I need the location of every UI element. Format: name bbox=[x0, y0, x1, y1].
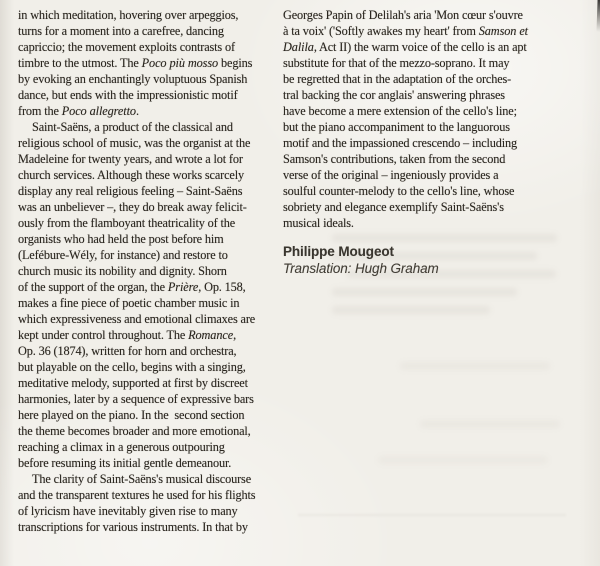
text-line: reaching a climax in a generous outpouring bbox=[18, 440, 225, 454]
text-line: and the transparent textures he used for his flights bbox=[18, 488, 256, 502]
text-line: timbre to the utmost. The Poco più mosso begins bbox=[18, 56, 253, 70]
text-line: of the support of the organ, the Prière, Op. 158, bbox=[18, 280, 246, 294]
text-line: in which meditation, hovering over arpeggios, bbox=[18, 8, 239, 22]
show-through-ghost bbox=[400, 362, 550, 370]
right-column-lines bbox=[283, 7, 583, 231]
text-line: ously from the flamboyant theatricality of the bbox=[18, 216, 236, 230]
text-line: was an unbeliever –, they do break away felicit- bbox=[18, 200, 247, 214]
text-line: have become a mere extension of the cello's line; bbox=[283, 104, 517, 118]
text-line: but playable on the cello, begins with a singing, bbox=[18, 360, 246, 374]
text-line: substitute for that of the mezzo-soprano. It may bbox=[283, 56, 510, 70]
text-line: transcriptions for various instruments. In that by bbox=[18, 520, 248, 534]
text-line: kept under control throughout. The Romance, bbox=[18, 328, 237, 342]
text-line: Saint-Saëns, a product of the classical and bbox=[32, 120, 233, 134]
show-through-ghost bbox=[420, 420, 560, 428]
text-line: of lyricism have inevitably given rise to many bbox=[18, 504, 238, 518]
text-line: church services. Although these works scarcely bbox=[18, 168, 244, 182]
text-line: Samson's contributions, taken from the second bbox=[283, 152, 506, 166]
text-line: display any real religious feeling – Saint-Saëns bbox=[18, 184, 243, 198]
translation-credit: Translation: Hugh Graham bbox=[283, 261, 439, 276]
text-line: by evoking an enchantingly voluptuous Spanish bbox=[18, 72, 248, 86]
text-line: (Lefébure-Wély, for instance) and restore to bbox=[18, 248, 228, 262]
text-line: makes a fine piece of poetic chamber music in bbox=[18, 296, 240, 310]
text-line: but the piano accompaniment to the languorous bbox=[283, 120, 510, 134]
show-through-ghost bbox=[332, 288, 517, 296]
text-line: tral backing the cor anglais' answering phrases bbox=[283, 88, 505, 102]
text-line: à ta voix' ('Softly awakes my heart' from Samson et bbox=[283, 24, 528, 38]
show-through-ghost bbox=[332, 306, 490, 314]
text-line: motif and the impassioned crescendo – including bbox=[283, 136, 518, 150]
text-line: verse of the original – ingeniously provides a bbox=[283, 168, 499, 182]
text-line: the theme becomes broader and more emotional, bbox=[18, 424, 251, 438]
text-line: dance, but ends with the impressionistic motif bbox=[18, 88, 238, 102]
text-line: religious school of music, was the organist at the bbox=[18, 136, 251, 150]
text-line: Madeleine for twenty years, and wrote a lot for bbox=[18, 152, 243, 166]
text-line: which expressiveness and emotional climaxes are bbox=[18, 312, 256, 326]
text-line: church music its nobility and dignity. Shorn bbox=[18, 264, 227, 278]
text-line: sobriety and elegance exemplify Saint-Saëns's bbox=[283, 200, 504, 214]
text-line: The clarity of Saint-Saëns's musical discourse bbox=[32, 472, 251, 486]
text-line: turns for a moment into a carefree, dancing bbox=[18, 24, 224, 38]
text-line: be regretted that in the adaptation of the orches- bbox=[283, 72, 512, 86]
left-text-column bbox=[18, 7, 280, 535]
text-line: Op. 36 (1874), written for horn and orchestra, bbox=[18, 344, 237, 358]
author-name: Philippe Mougeot bbox=[283, 244, 394, 259]
scan-edge-artifact bbox=[596, 0, 600, 32]
text-line: Dalila, Act II) the warm voice of the cello is an apt bbox=[283, 40, 527, 54]
text-line: Georges Papin of Delilah's aria 'Mon cœur s'ouvre bbox=[283, 8, 523, 22]
text-line: meditative melody, supported at first by discreet bbox=[18, 376, 248, 390]
text-line: soulful counter-melody to the cello's line, whose bbox=[283, 184, 515, 198]
paper-crease bbox=[298, 514, 566, 516]
text-line: from the Poco allegretto. bbox=[18, 104, 139, 118]
text-line: capriccio; the movement exploits contrasts of bbox=[18, 40, 235, 54]
right-text-column bbox=[283, 7, 583, 278]
text-line: musical ideals. bbox=[283, 216, 354, 230]
show-through-ghost bbox=[378, 456, 548, 464]
text-line: organists who had held the post before him bbox=[18, 232, 224, 246]
text-line: before resuming its initial gentle demeanour. bbox=[18, 456, 232, 470]
text-line: harmonies, later by a sequence of expressive bars bbox=[18, 392, 254, 406]
text-line: here played on the piano. In the second section bbox=[18, 408, 245, 422]
